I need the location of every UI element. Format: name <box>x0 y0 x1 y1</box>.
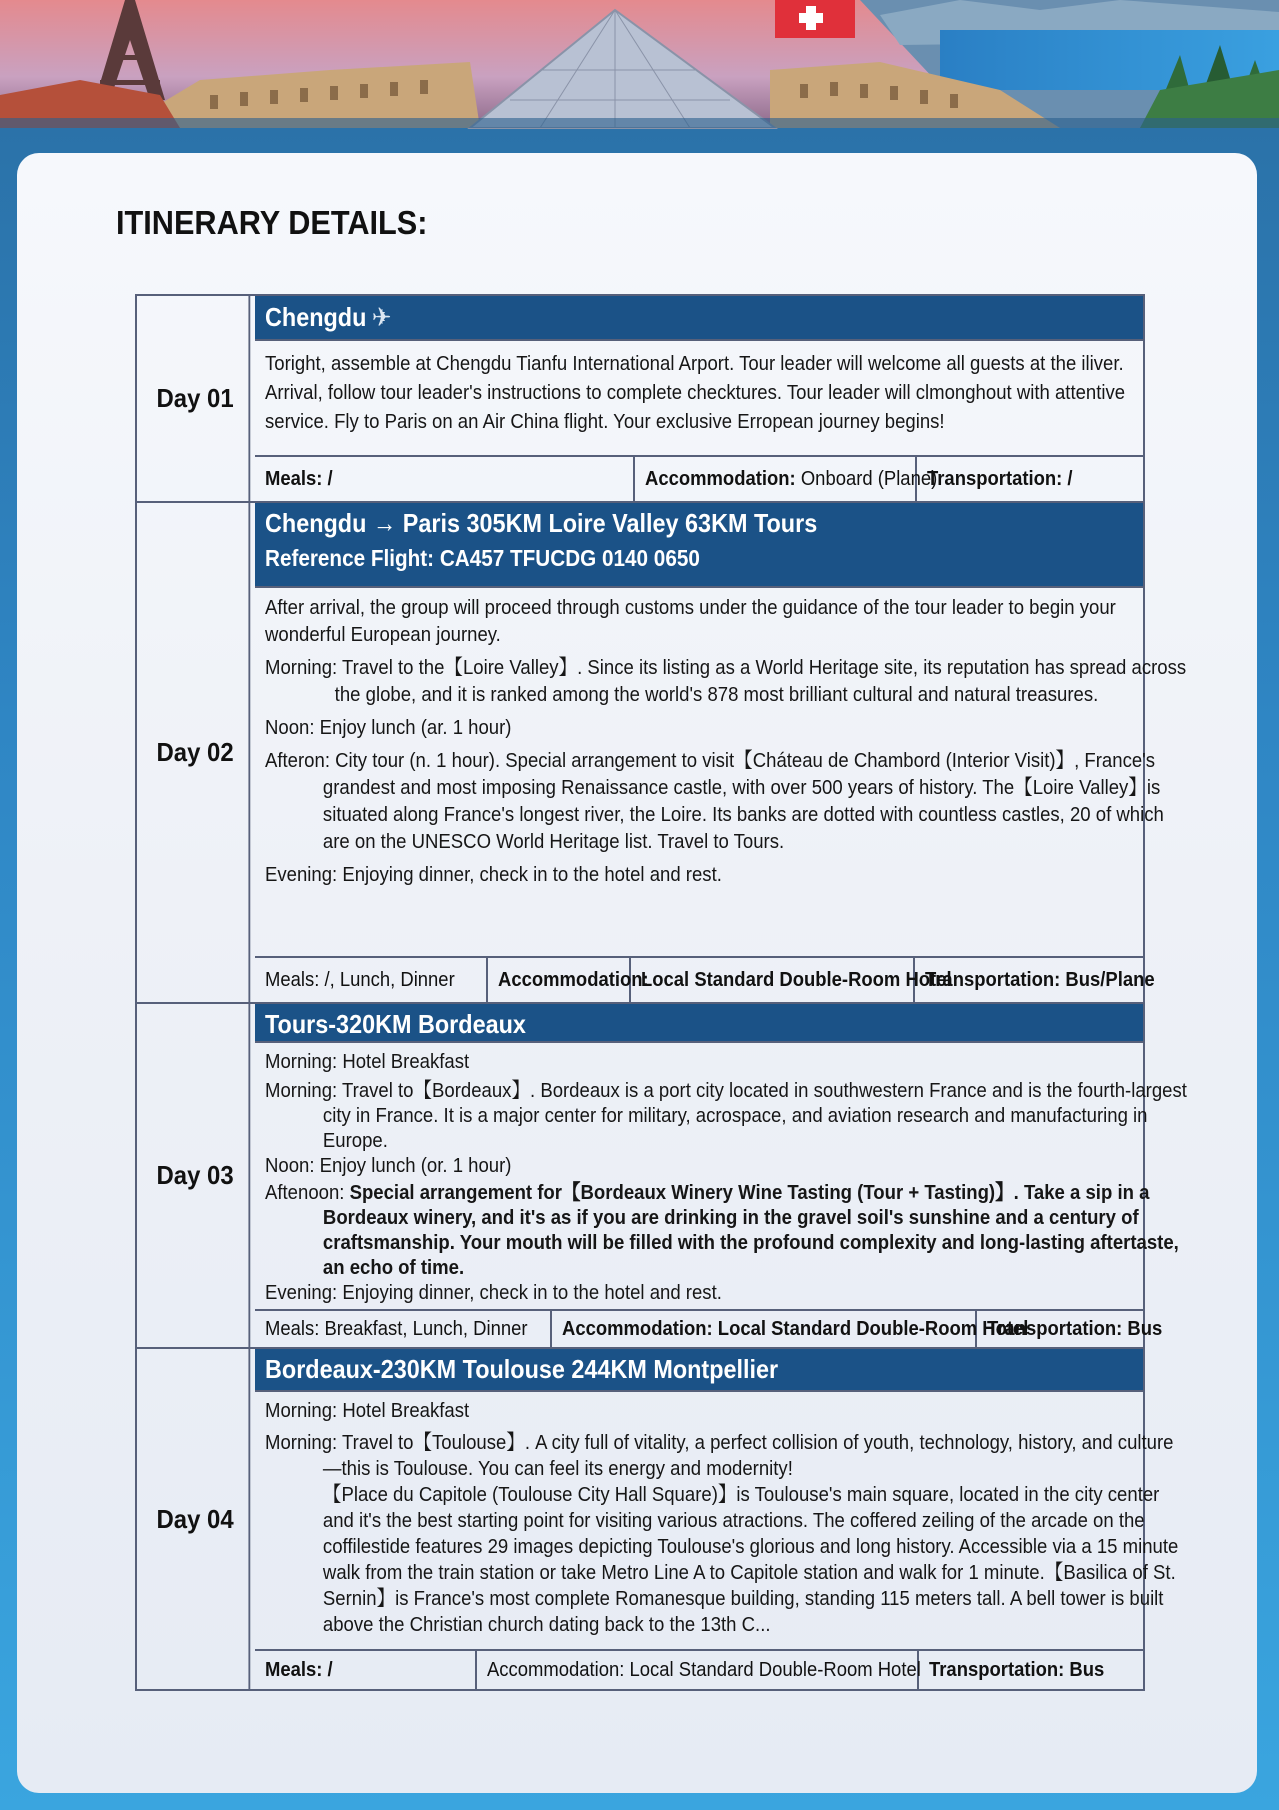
day-row <box>137 1004 1187 1349</box>
morning-paragraph: Morning: Travel to【Toulouse】. A city full of vitality, a perfect collision of youth, technology, history, and culture—this is Toulouse. You can feel its energy and modernity! <box>265 1431 1174 1480</box>
day-content <box>255 1349 1179 1689</box>
day-content <box>255 1004 1187 1347</box>
header-banner <box>0 0 1279 128</box>
day-title: Chengdu → Paris 305KM Loire Valley 63KM Tours <box>265 508 818 538</box>
day-row <box>137 1349 1179 1689</box>
intro-paragraph: After arrival, the group will proceed through customs under the guidance of the tour leader to begin your wonderful European journey. <box>265 596 1116 646</box>
evening-paragraph: Evening: Enjoying dinner, check in to the hotel and rest. <box>265 863 722 886</box>
plane-icon: ✈ <box>371 302 392 332</box>
day-title: Tours-320KM Bordeaux <box>265 1009 526 1039</box>
day-row <box>137 503 1187 1004</box>
day-label: Day 01 <box>142 296 251 501</box>
day-info-row <box>255 1311 1163 1347</box>
transportation-cell: Transportation: Bus <box>987 1317 1163 1341</box>
day-content <box>255 296 1143 501</box>
meals-cell: Meals: /, Lunch, Dinner <box>255 958 488 1002</box>
day-title-bar <box>255 503 1143 588</box>
day-content <box>255 503 1187 1002</box>
day-title-bar <box>255 296 1143 341</box>
accommodation-cell: Accommodation: Local Standard Double-Room Hotel <box>552 1311 977 1347</box>
itinerary-table <box>135 294 1187 1691</box>
meals-cell: Meals: / <box>255 1651 477 1689</box>
breakfast-paragraph: Morning: Hotel Breakfast <box>265 1399 470 1422</box>
day-info-row <box>255 958 1155 1002</box>
day-title-bar <box>255 1349 1143 1392</box>
accommodation-cell: Local Standard Double-Room Hotel <box>631 958 915 1002</box>
accommodation-cell: Accommodation: Local Standard Double-Room Hotel <box>477 1651 919 1689</box>
day-title: Chengdu ✈ <box>265 302 392 332</box>
travel-collage-image <box>0 0 1279 128</box>
noon-paragraph: Noon: Enjoy lunch (or. 1 hour) <box>265 1154 512 1178</box>
accommodation-cell: Accommodation: Onboard (Plane) <box>635 457 917 501</box>
reference-flight: Reference Flight: CA457 TFUCDG 0140 0650 <box>265 545 700 571</box>
evening-paragraph: Evening: Enjoying dinner, check in to the hotel and rest. <box>265 1281 722 1305</box>
day-description <box>255 1043 1187 1311</box>
meals-cell: Meals: / <box>255 457 635 501</box>
day-label: Day 02 <box>142 503 251 1002</box>
transportation-cell: Transportation: Bus <box>929 1658 1105 1681</box>
morning-paragraph: Morning: Travel to the【Loire Valley】. Since its listing as a World Heritage site, its reputation has spread across the globe, and it is ranked among the world's 878 most brilliant cultural and natural treasures. <box>265 656 1187 706</box>
day-description <box>255 588 1187 958</box>
toulouse-detail-paragraph: 【Place du Capitole (Toulouse City Hall Square)】is Toulouse's main square, located in the city center and it's the best starting point for visiting various atractions. The coffered zeiling of the arcade on the coffilestide features 29 images depicting Toulouse's glorious and long history. Accessible via a 15 minute walk from the train station or take Metro Line A to Capitole station and walk for 1 minute.【Basilica of St. Sernin】is France's most complete Romanesque building, standing 115 meters tall. A bell tower is built above the Christian church dating back to the 13th C... <box>322 1483 1179 1636</box>
day-title-bar <box>255 1004 1143 1043</box>
breakfast-paragraph: Morning: Hotel Breakfast <box>265 1050 470 1074</box>
transportation-cell: Transportation: Bus/Plane <box>924 968 1155 991</box>
day-info-row <box>255 457 1143 501</box>
transportation-cell: Transportation: / <box>927 467 1073 490</box>
accommodation-label-cell: Accommodation: <box>488 958 631 1002</box>
day-label: Day 04 <box>142 1349 251 1689</box>
day-info-row <box>255 1651 1143 1689</box>
meals-cell: Meals: Breakfast, Lunch, Dinner <box>255 1311 552 1347</box>
morning-paragraph: Morning: Travel to【Bordeaux】. Bordeaux is a port city located in southwestern France and is the fourth-largest city in France. It is a major center for military, acrospace, and aviation research and manufacturing in Europe. <box>265 1079 1187 1153</box>
day-row <box>137 296 1143 503</box>
afternoon-paragraph: Aftenoon: Special arrangement for【Bordeaux Winery Wine Tasting (Tour + Tasting)】. Take a sip in a Bordeaux winery, and it's as if you are drinking in the gravel soil's sunshine and a century of craftsmanship. Your mouth will be filled with the profound complexity and long-lasting aftertaste, an echo of time. <box>265 1181 1179 1280</box>
day-title: Bordeaux-230KM Toulouse 244KM Montpellier <box>265 1354 779 1384</box>
day-description <box>255 1392 1179 1651</box>
noon-paragraph: Noon: Enjoy lunch (ar. 1 hour) <box>265 716 512 739</box>
afternoon-paragraph: Afteron: City tour (n. 1 hour). Special arrangement to visit【Cháteau de Chambord (Interior Visit)】, France's grandest and most imposing Renaissance castle, with over 500 years of history. The【Loire Valley】is situated along France's longest river, the Loire. Its banks are dotted with countless castles, 20 of which are on the UNESCO World Heritage list. Travel to Tours. <box>265 749 1164 853</box>
description-paragraph: Toright, assemble at Chengdu Tianfu International Arport. Tour leader will welcome all guests at the iliver. Arrival, follow tour leader's instructions to complete checktures. Tour leader will clmonghout with attentive service. Fly to Paris on an Air China flight. Your exclusive Erropean journey begins! <box>265 352 1126 433</box>
page-title: ITINERARY DETAILS: <box>116 204 428 241</box>
day-description <box>255 341 1143 457</box>
day-label: Day 03 <box>142 1004 251 1347</box>
